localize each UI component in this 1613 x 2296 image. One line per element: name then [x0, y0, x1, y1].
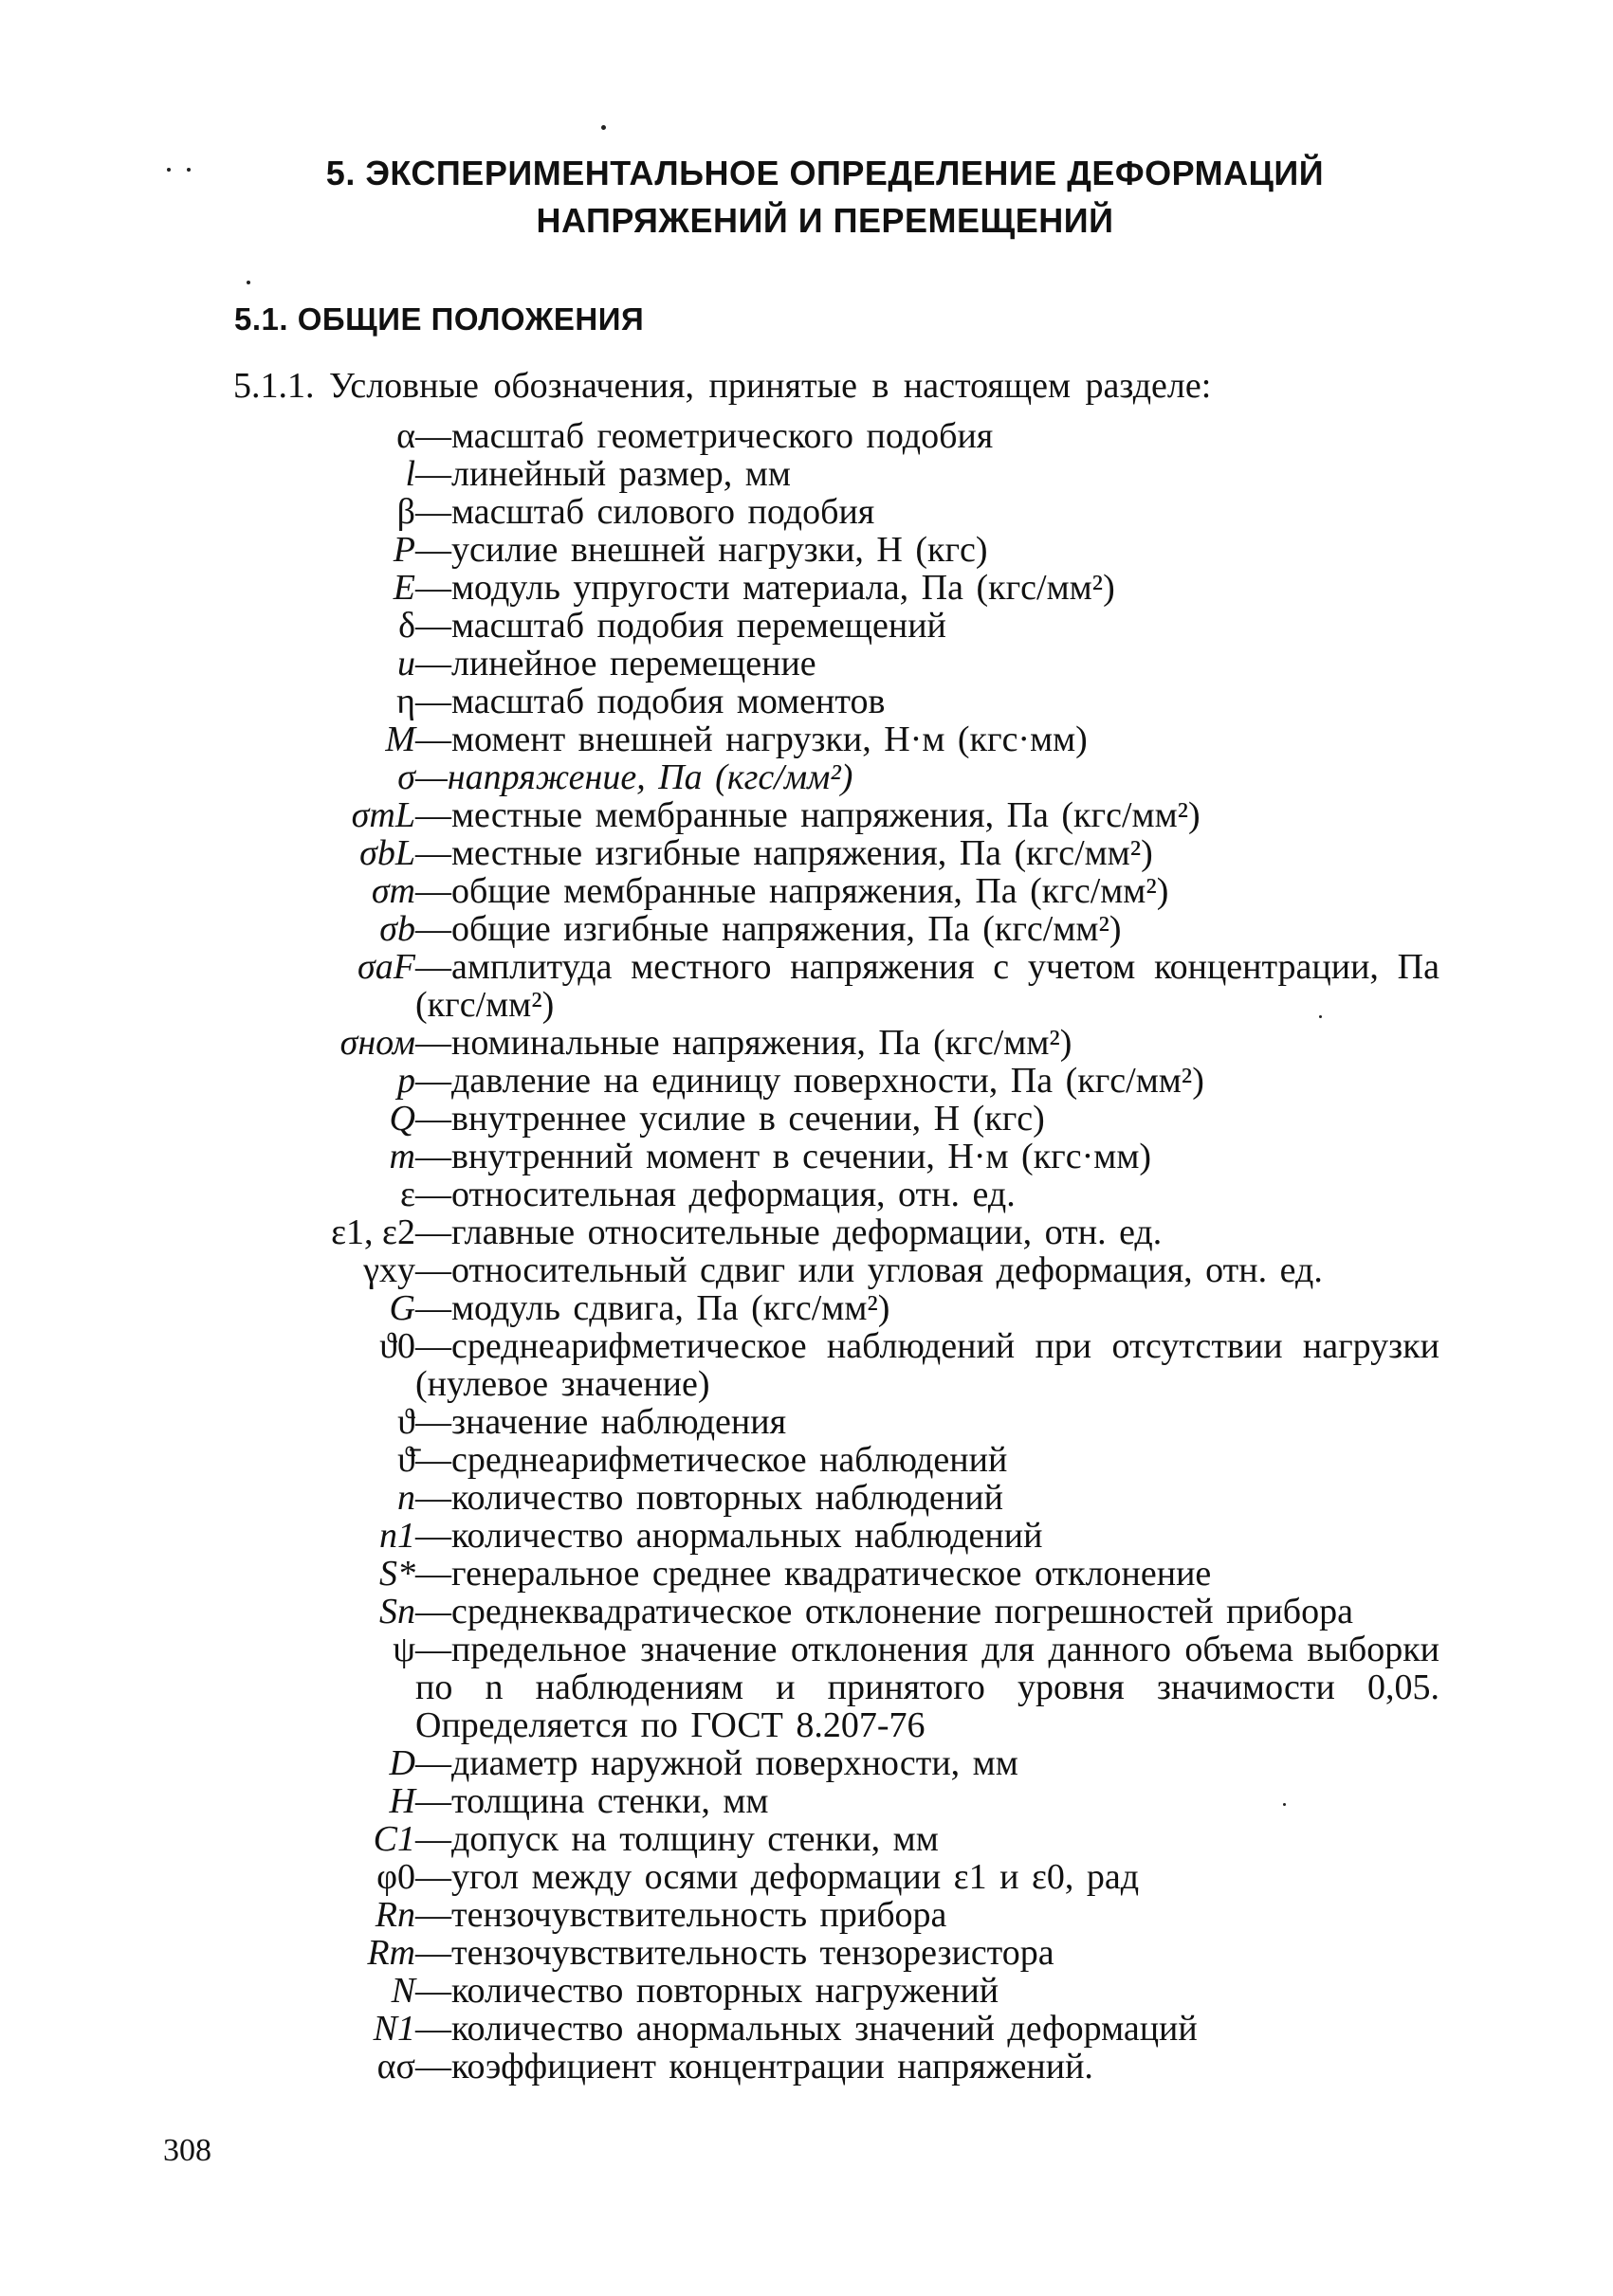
list-item	[0, 1024, 1613, 1062]
list-item	[0, 948, 1613, 1024]
symbol: n	[397, 1478, 415, 1518]
list-item	[0, 1782, 1613, 1820]
symbol-description: —номинальные напряжения, Па (кгс/мм²)	[415, 1023, 1072, 1063]
list-item	[0, 1213, 1613, 1251]
symbol-description: —тензочувствительность прибора	[415, 1895, 947, 1935]
symbol: P	[393, 530, 415, 570]
symbol: ψ	[393, 1630, 415, 1669]
symbol: m	[389, 1137, 415, 1176]
symbol: ε1, ε2	[331, 1212, 415, 1252]
symbol-description: —количество анормальных значений деформаций	[415, 2009, 1198, 2049]
symbol-description: —масштаб геометрического подобия	[415, 416, 994, 456]
symbol-description: —местные изгибные напряжения, Па (кгс/мм²)	[415, 833, 1153, 873]
symbol-description: —момент внешней нагрузки, Н·м (кгс·мм)	[415, 720, 1088, 759]
symbol: Rп	[375, 1895, 415, 1935]
list-item	[0, 1251, 1613, 1289]
symbol-description: —масштаб силового подобия	[415, 492, 875, 532]
symbol: C1	[373, 1819, 415, 1859]
symbol-description: —усилие внешней нагрузки, Н (кгс)	[415, 530, 988, 570]
symbol: η	[396, 682, 415, 721]
print-speck	[247, 281, 250, 284]
list-item	[0, 720, 1613, 758]
symbol: Rт	[367, 1933, 415, 1973]
symbol-description: —масштаб подобия моментов	[415, 682, 886, 721]
symbol-description: —давление на единицу поверхности, Па (кгс/мм²)	[415, 1061, 1204, 1101]
list-item	[0, 1858, 1613, 1896]
list-item	[0, 834, 1613, 872]
symbol-description: —диаметр наружной поверхности, мм	[415, 1743, 1018, 1783]
symbol: φ0	[376, 1857, 415, 1897]
chapter-title-line-1: 5. ЭКСПЕРИМЕНТАЛЬНОЕ ОПРЕДЕЛЕНИЕ ДЕФОРМАЦИЙ	[325, 154, 1325, 192]
symbol-description: —местные мембранные напряжения, Па (кгс/мм²)	[415, 795, 1201, 835]
list-item	[0, 1479, 1613, 1517]
symbol-description: —модуль упругости материала, Па (кгс/мм²)	[415, 568, 1115, 608]
symbol: ϑ	[397, 1402, 415, 1442]
symbol: δ	[398, 606, 415, 646]
section-title: 5.1. ОБЩИЕ ПОЛОЖЕНИЯ	[234, 301, 645, 337]
list-item	[0, 1100, 1613, 1138]
symbol: l	[405, 454, 415, 494]
symbol: N	[391, 1971, 415, 2011]
list-item	[0, 493, 1613, 531]
symbol-description: —коэффициент концентрации напряжений.	[415, 2047, 1093, 2086]
list-item	[0, 1934, 1613, 1972]
page-number: 308	[163, 2133, 211, 2168]
symbol-description: —генеральное среднее квадратическое отклонение	[415, 1554, 1212, 1594]
symbol-description: —амплитуда местного напряжения с учетом концентрации, Па (кгс/мм²)	[415, 947, 1439, 1025]
symbol: σmL	[351, 795, 415, 835]
symbol: β	[396, 492, 415, 532]
list-item	[0, 1289, 1613, 1327]
symbol-description: —общие мембранные напряжения, Па (кгс/мм²)	[415, 871, 1169, 911]
symbol-description: —толщина стенки, мм	[415, 1781, 769, 1821]
list-item	[0, 1403, 1613, 1441]
print-speck	[601, 125, 606, 130]
symbol-description: —среднеарифметическое наблюдений при отсутствии нагрузки (нулевое значение)	[415, 1326, 1439, 1404]
symbol-description: —масштаб подобия перемещений	[415, 606, 946, 646]
list-item	[0, 1593, 1613, 1631]
symbol-description: —модуль сдвига, Па (кгс/мм²)	[415, 1288, 890, 1328]
symbol-description: —значение наблюдения	[415, 1402, 787, 1442]
symbol-description: —тензочувствительность тензорезистора	[415, 1933, 1054, 1973]
list-item	[0, 531, 1613, 569]
symbol-description: —главные относительные деформации, отн. ед.	[415, 1212, 1163, 1252]
symbol-description: —линейное перемещение	[415, 644, 816, 683]
symbol: p	[397, 1061, 415, 1101]
symbol-description: —количество анормальных наблюдений	[415, 1516, 1043, 1556]
symbol: σm	[371, 871, 415, 911]
list-item	[0, 872, 1613, 910]
symbol-description: —угол между осями деформации ε1 и ε0, рад	[415, 1857, 1140, 1897]
symbol: S*	[379, 1554, 415, 1594]
list-item	[0, 1972, 1613, 2010]
list-item	[0, 1441, 1613, 1479]
symbol-description: —среднеарифметическое наблюдений	[415, 1440, 1008, 1480]
symbol: ϑ̄	[397, 1440, 415, 1480]
symbol: u	[397, 644, 415, 683]
symbol: M	[385, 720, 415, 759]
symbol: σb	[379, 909, 415, 949]
symbol: E	[393, 568, 415, 608]
symbol: γxy	[363, 1250, 415, 1290]
list-item	[0, 455, 1613, 493]
symbol: N1	[373, 2009, 415, 2049]
list-item	[0, 1517, 1613, 1555]
symbol: D	[389, 1743, 415, 1783]
list-item	[0, 1138, 1613, 1175]
symbol-description: —допуск на толщину стенки, мм	[415, 1819, 939, 1859]
print-speck	[187, 168, 191, 172]
symbol: σ	[397, 757, 415, 797]
symbol: Sп	[379, 1592, 415, 1631]
list-item	[0, 1062, 1613, 1100]
list-item	[0, 569, 1613, 607]
symbol: Q	[389, 1099, 415, 1139]
symbol-description: —относительная деформация, отн. ед.	[415, 1175, 1016, 1214]
symbol: σном	[339, 1023, 415, 1063]
symbol-description: —линейный размер, мм	[415, 454, 791, 494]
symbol-list	[0, 417, 1613, 2086]
symbol: G	[389, 1288, 415, 1328]
symbol: ασ	[376, 2047, 415, 2086]
chapter-title	[228, 150, 1422, 245]
list-item	[0, 1631, 1613, 1744]
symbol-description: —напряжение, Па (кгс/мм²)	[415, 757, 853, 797]
list-item	[0, 1820, 1613, 1858]
list-item	[0, 645, 1613, 683]
list-item	[0, 1555, 1613, 1593]
symbol: σbL	[359, 833, 415, 873]
symbol-description: —относительный сдвиг или угловая деформация, отн. ед.	[415, 1250, 1323, 1290]
symbol-description: —предельное значение отклонения для данного объема выборки по n наблюдениям и принятого уровня значимости 0,05. Определяется по ГОСТ 8.207-76	[415, 1630, 1439, 1745]
list-item	[0, 417, 1613, 455]
list-item	[0, 796, 1613, 834]
chapter-title-line-2: НАПРЯЖЕНИЙ И ПЕРЕМЕЩЕНИЙ	[536, 201, 1114, 240]
symbol: n1	[379, 1516, 415, 1556]
intro-paragraph: 5.1.1. Условные обозначения, принятые в настоящем разделе:	[233, 366, 1212, 406]
print-speck	[167, 168, 171, 172]
list-item	[0, 2048, 1613, 2086]
symbol-description: —количество повторных наблюдений	[415, 1478, 1003, 1518]
symbol: ε	[400, 1175, 415, 1214]
list-item	[0, 607, 1613, 645]
symbol-description: —внутренний момент в сечении, Н·м (кгс·мм)	[415, 1137, 1152, 1176]
list-item	[0, 1744, 1613, 1782]
list-item	[0, 2010, 1613, 2048]
symbol: α	[396, 416, 415, 456]
symbol: σaF	[357, 947, 415, 987]
list-item	[0, 1327, 1613, 1403]
symbol-description: —среднеквадратическое отклонение погрешностей прибора	[415, 1592, 1353, 1631]
list-item	[0, 1175, 1613, 1213]
symbol-description: —общие изгибные напряжения, Па (кгс/мм²)	[415, 909, 1122, 949]
list-item	[0, 910, 1613, 948]
list-item	[0, 683, 1613, 720]
list-item	[0, 758, 1613, 796]
symbol: H	[389, 1781, 415, 1821]
symbol-description: —количество повторных нагружений	[415, 1971, 999, 2011]
symbol-description: —внутреннее усилие в сечении, Н (кгс)	[415, 1099, 1045, 1139]
symbol: ϑ0	[379, 1326, 415, 1366]
list-item	[0, 1896, 1613, 1934]
